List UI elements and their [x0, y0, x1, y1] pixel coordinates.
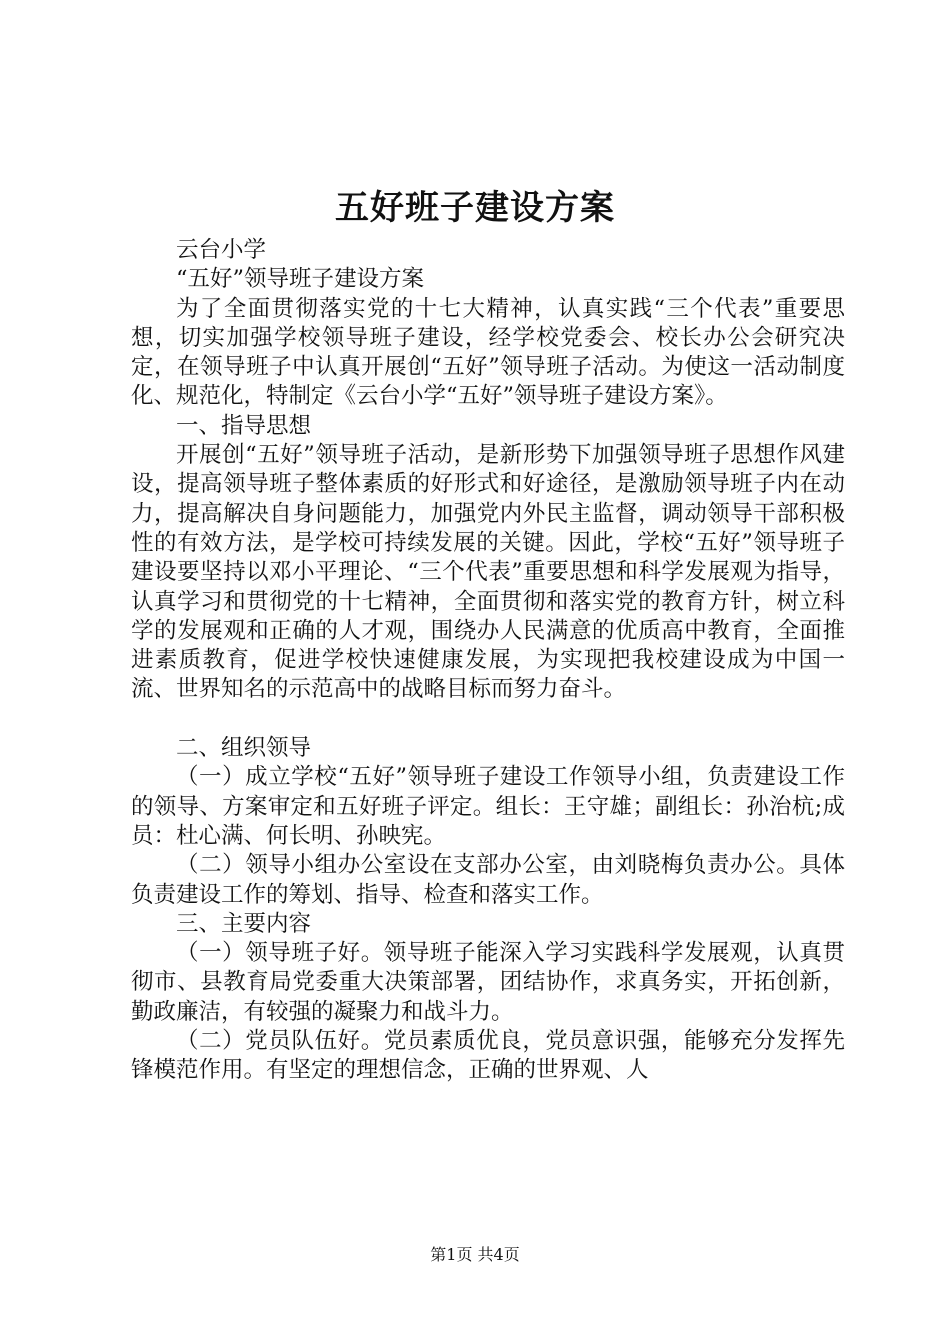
- document-body: [131, 236, 845, 1086]
- section-heading-guiding-ideology: 一、指导思想: [176, 412, 312, 439]
- page-footer: 第1页 共4页: [430, 1245, 520, 1264]
- guiding-ideology-paragraph: 开展创“五好”领导班子活动，是新形势下加强领导班子思想作风建设，提高领导班子整体素质的好形式和好途径，是激励领导班子内在动力，提高解决自身问题能力，加强党内外民主监督，调动领导干部积极性的有效方法，是学校可持续发展的关键。因此，学校“五好”领导班子建设要坚持以邓小平理论、“三个代表”重要思想和科学发展观为指导，认真学习和贯彻党的十七精神，全面贯彻和落实党的教育方针，树立科学的发展观和正确的人才观，围绕办人民满意的优质高中教育，全面推进素质教育，促进学校快速健康发展，为实现把我校建设成为中国一流、世界知名的示范高中的战略目标而努力奋斗。: [131, 442, 845, 703]
- plan-subtitle: “五好”领导班子建设方案: [176, 266, 425, 293]
- school-name: 云台小学: [176, 237, 267, 263]
- intro-paragraph: 为了全面贯彻落实党的十七大精神，认真实践“三个代表”重要思想，切实加强学校领导班子建设，经学校党委会、校长办公会研究决定，在领导班子中认真开展创“五好”领导班子活动。为使这一活动制度化、规范化，特制定《云台小学“五好”领导班子建设方案》。: [131, 295, 845, 410]
- section-heading-organization: 二、组织领导: [176, 735, 312, 762]
- main-content-item-2: （二）党员队伍好。党员素质优良，党员意识强，能够充分发挥先锋模范作用。有坚定的理想信念，正确的世界观、人: [131, 1028, 845, 1084]
- organization-item-1: （一）成立学校“五好”领导班子建设工作领导小组，负责建设工作的领导、方案审定和五好班子评定。组长：王守雄；副组长：孙治杭;成员：杜心满、何长明、孙映宪。: [131, 764, 845, 849]
- document-title: 五好班子建设方案: [335, 188, 615, 228]
- main-content-item-1: （一）领导班子好。领导班子能深入学习实践科学发展观，认真贯彻市、县教育局党委重大决策部署，团结协作，求真务实，开拓创新，勤政廉洁，有较强的凝聚力和战斗力。: [131, 940, 845, 1025]
- section-heading-main-content: 三、主要内容: [176, 910, 312, 937]
- blank-line: [131, 705, 845, 734]
- organization-item-2: （二）领导小组办公室设在支部办公室，由刘晓梅负责办公。具体负责建设工作的筹划、指导、检查和落实工作。: [131, 852, 845, 908]
